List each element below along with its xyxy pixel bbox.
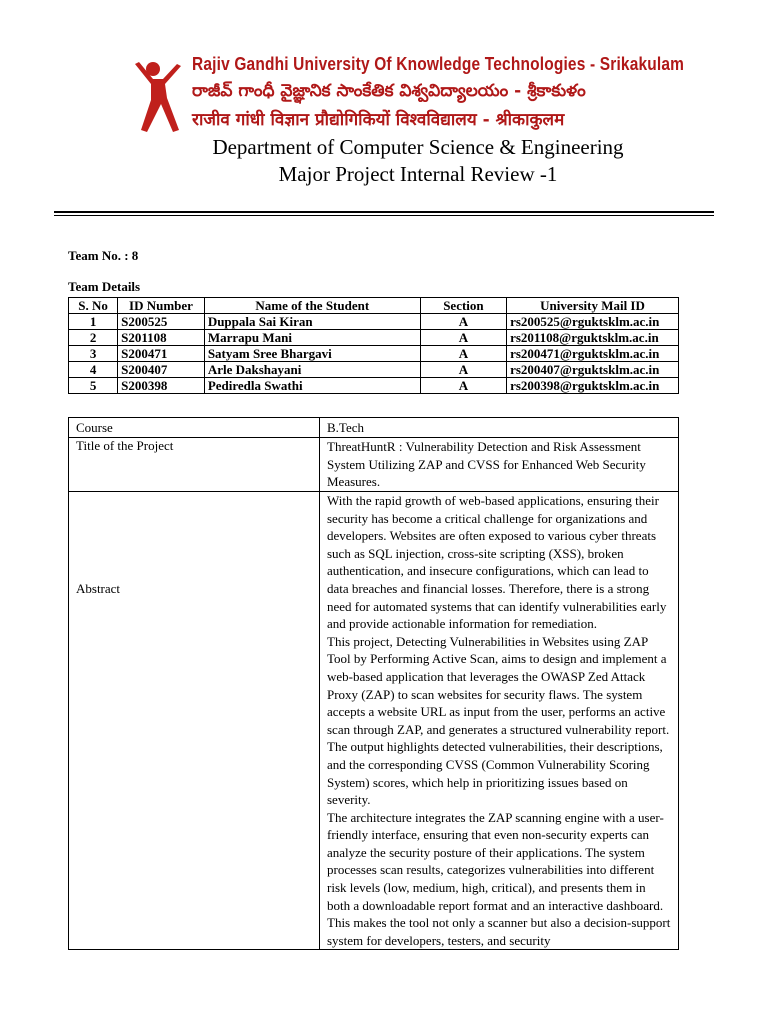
course-label: Course [69,418,320,438]
cell-section: A [420,346,506,362]
cell-section: A [420,378,506,394]
cell-id: S201108 [118,330,205,346]
abstract-paragraph: The architecture integrates the ZAP scanning engine with a user-friendly interface, ensuring that even non-security experts can analyze the security posture of their applications. The system processes scan results, categorizes vulnerabilities into different risk levels (low, medium, high, critical), and presents them in both a downloadable report format and an interactive dashboard. This makes the tool not only a scanner but also a decision-support system for developers, testers, and security [327,809,671,948]
cell-sno: 2 [69,330,118,346]
team-number: Team No. : 8 [68,248,139,263]
abstract-label-cell [69,492,320,950]
cell-name: Marrapu Mani [204,330,420,346]
document-header [0,0,768,200]
university-name-telugu: రాజీవ్ గాంధీ వైజ్ఞానిక సాంకేతిక విశ్వవిద్యాలయం - శ్రీకాకుళం [192,81,586,101]
cell-id: S200407 [118,362,205,378]
university-name-hindi: राजीव गांधी विज्ञान प्रौद्योगिकियों विश्वविद्यालय - श्रीकाकुलम [192,110,565,130]
cell-section: A [420,314,506,330]
course-row [69,418,679,438]
cell-section: A [420,362,506,378]
abstract-label: Abstract [76,581,121,596]
abstract-value [320,492,679,950]
cell-sno: 4 [69,362,118,378]
department-title: Department of Computer Science & Engineering [212,135,624,159]
review-title: Major Project Internal Review -1 [278,162,558,186]
cell-mail: rs201108@rguktsklm.ac.in [507,330,679,346]
title-value: ThreatHuntR : Vulnerability Detection and Risk Assessment System Utilizing ZAP and CVSS for Enhanced Web Security Measures. [320,438,679,492]
table-row [69,314,679,330]
cell-id: S200398 [118,378,205,394]
cell-sno: 1 [69,314,118,330]
cell-name: Arle Dakshayani [204,362,420,378]
header-divider-thin [54,215,714,216]
university-name-english: Rajiv Gandhi University Of Knowledge Technologies - Srikakulam [192,54,685,74]
column-header-id: ID Number [118,298,205,314]
header-divider-thick [54,211,714,213]
cell-mail: rs200407@rguktsklm.ac.in [507,362,679,378]
team-table [68,297,679,394]
abstract-paragraph: This project, Detecting Vulnerabilities in Websites using ZAP Tool by Performing Active Scan, aims to design and implement a web-based application that leverages the OWASP Zed Attack Proxy (ZAP) to scan websites for security flaws. The system accepts a website URL as input from the user, performs an active scan through ZAP, and generates a structured vulnerability report. The output highlights detected vulnerabilities, their descriptions, and the corresponding CVSS (Common Vulnerability Scoring System) scores, which help in prioritizing issues based on severity. [327,633,670,808]
cell-id: S200525 [118,314,205,330]
cell-mail: rs200471@rguktsklm.ac.in [507,346,679,362]
column-header-section: Section [420,298,506,314]
table-row [69,346,679,362]
abstract-row [69,492,679,950]
cell-mail: rs200398@rguktsklm.ac.in [507,378,679,394]
table-row [69,330,679,346]
table-row [69,362,679,378]
university-logo-icon [133,58,183,133]
cell-name: Satyam Sree Bhargavi [204,346,420,362]
table-row [69,378,679,394]
project-info-table [68,417,679,950]
team-table-header-row [69,298,679,314]
cell-sno: 5 [69,378,118,394]
column-header-name: Name of the Student [204,298,420,314]
course-value: B.Tech [320,418,679,438]
cell-section: A [420,330,506,346]
title-label: Title of the Project [69,438,320,492]
cell-sno: 3 [69,346,118,362]
title-row [69,438,679,492]
cell-name: Duppala Sai Kiran [204,314,420,330]
cell-name: Pediredla Swathi [204,378,420,394]
abstract-paragraph: With the rapid growth of web-based applications, ensuring their security has become a critical challenge for organizations and developers. Websites are often exposed to various cyber threats such as SQL injection, cross-site scripting (XSS), broken authentication, and insecure configurations, which can lead to data breaches and financial losses. Therefore, there is a strong need for automated systems that can identify vulnerabilities early and provide actionable information for remediation. [327,493,667,632]
team-details-heading: Team Details [68,279,141,294]
column-header-mail: University Mail ID [507,298,679,314]
cell-id: S200471 [118,346,205,362]
cell-mail: rs200525@rguktsklm.ac.in [507,314,679,330]
column-header-sno: S. No [69,298,118,314]
